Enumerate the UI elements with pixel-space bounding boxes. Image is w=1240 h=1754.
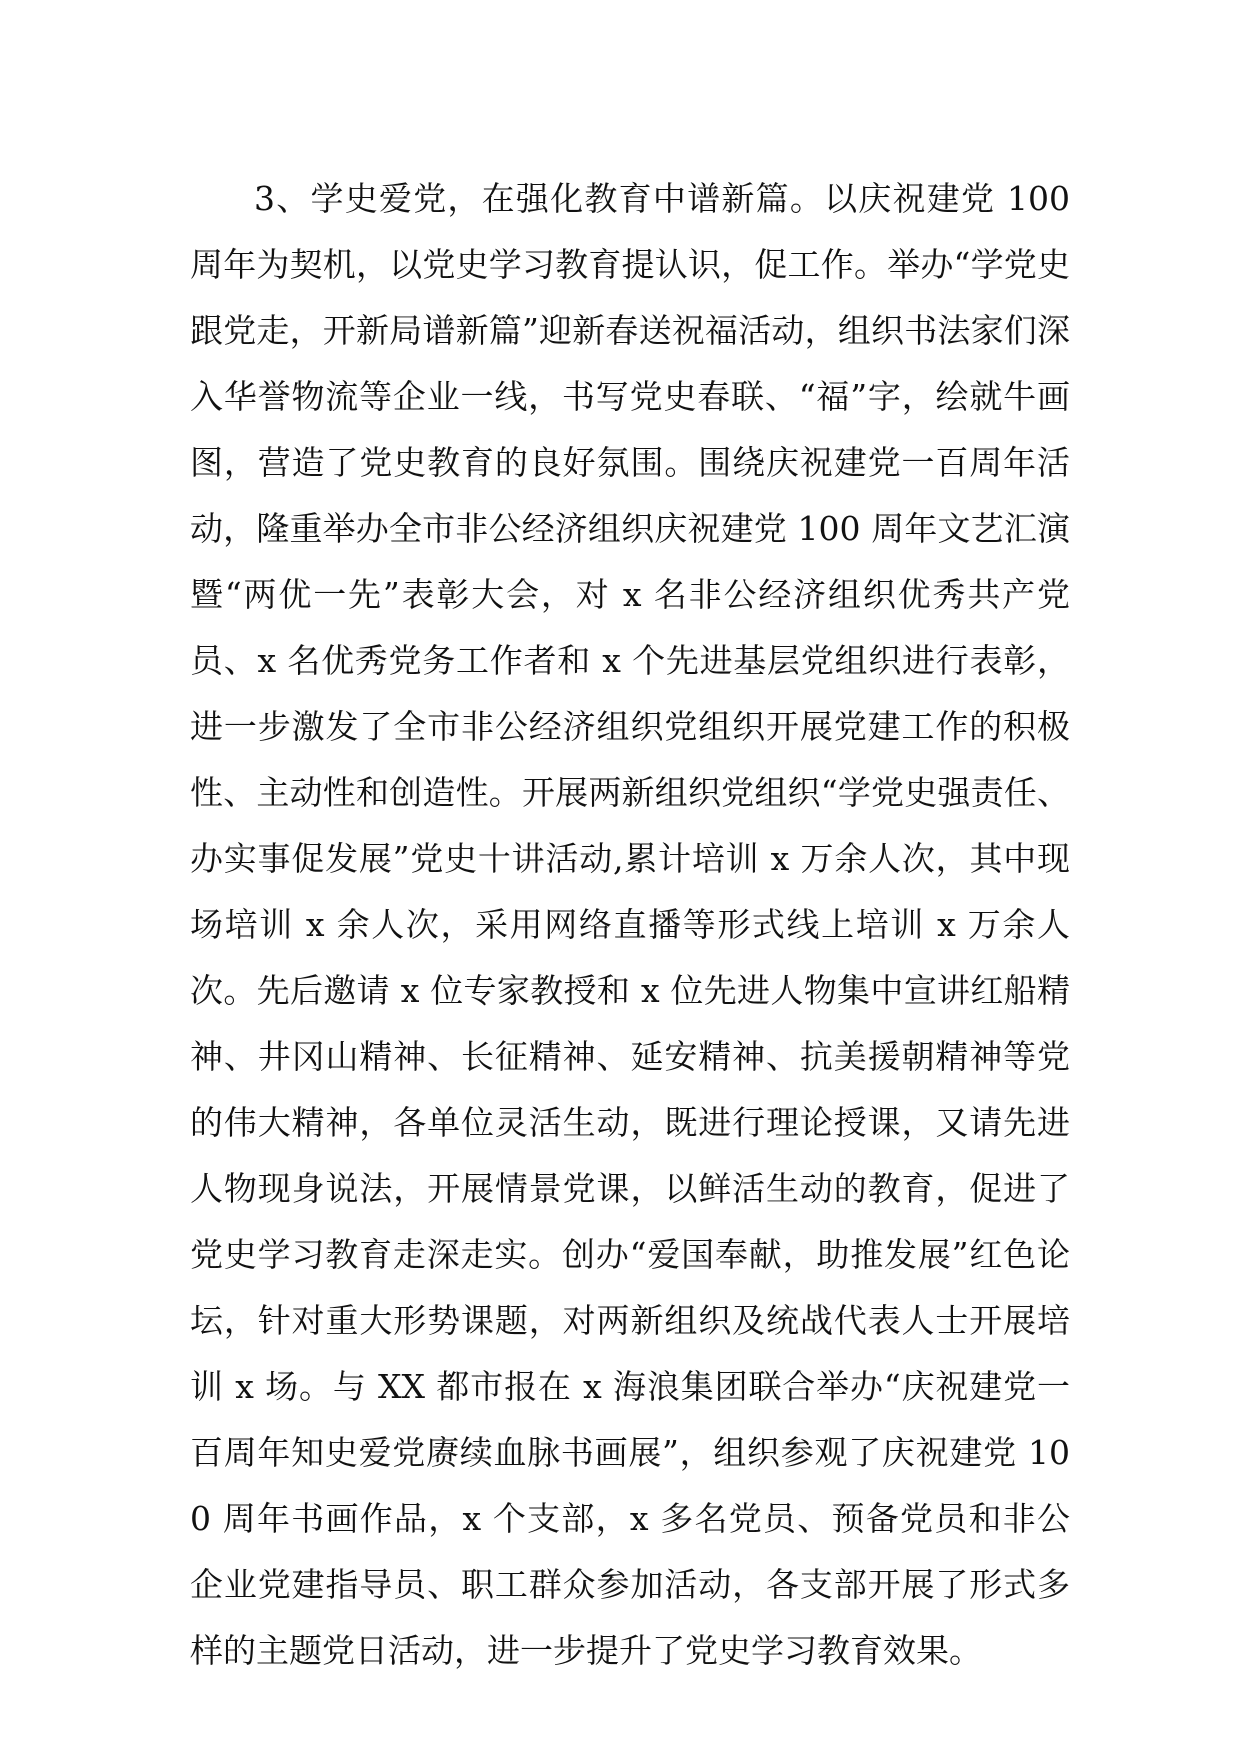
body-paragraph: 3、学史爱党，在强化教育中谱新篇。以庆祝建党 100 周年为契机，以党史学习教育提认识，促工作。举办“学党史跟党走，开新局谱新篇”迎新春送祝福活动，组织书法家们深入华誉物流等企业一线，书写党史春联、“福”字，绘就牛画图，营造了党史教育的良好氛围。围绕庆祝建党一百周年活动，隆重举办全市非公经济组织庆祝建党 100 周年文艺汇演暨“两优一先”表彰大会，对 x 名非公经济组织优秀共产党员、x 名优秀党务工作者和 x 个先进基层党组织进行表彰，进一步激发了全市非公经济组织党组织开展党建工作的积极性、主动性和创造性。开展两新组织党组织“学党史强责任、办实事促发展”党史十讲活动,累计培训 x 万余人次，其中现场培训 x 余人次，采用网络直播等形式线上培训 x 万余人次。先后邀请 x 位专家教授和 x 位先进人物集中宣讲红船精神、井冈山精神、长征精神、延安精神、抗美援朝精神等党的伟大精神，各单位灵活生动，既进行理论授课，又请先进人物现身说法，开展情景党课，以鲜活生动的教育，促进了党史学习教育走深走实。创办“爱国奉献，助推发展”红色论坛，针对重大形势课题，对两新组织及统战代表人士开展培训 x 场。与 XX 都市报在 x 海浪集团联合举办“庆祝建党一百周年知史爱党赓续血脉书画展”，组织参观了庆祝建党 100 周年书画作品，x 个支部，x 多名党员、预备党员和非公企业党建指导员、职工群众参加活动，各支部开展了形式多样的主题党日活动，进一步提升了党史学习教育效果。 xyxy=(190,179,1070,1670)
